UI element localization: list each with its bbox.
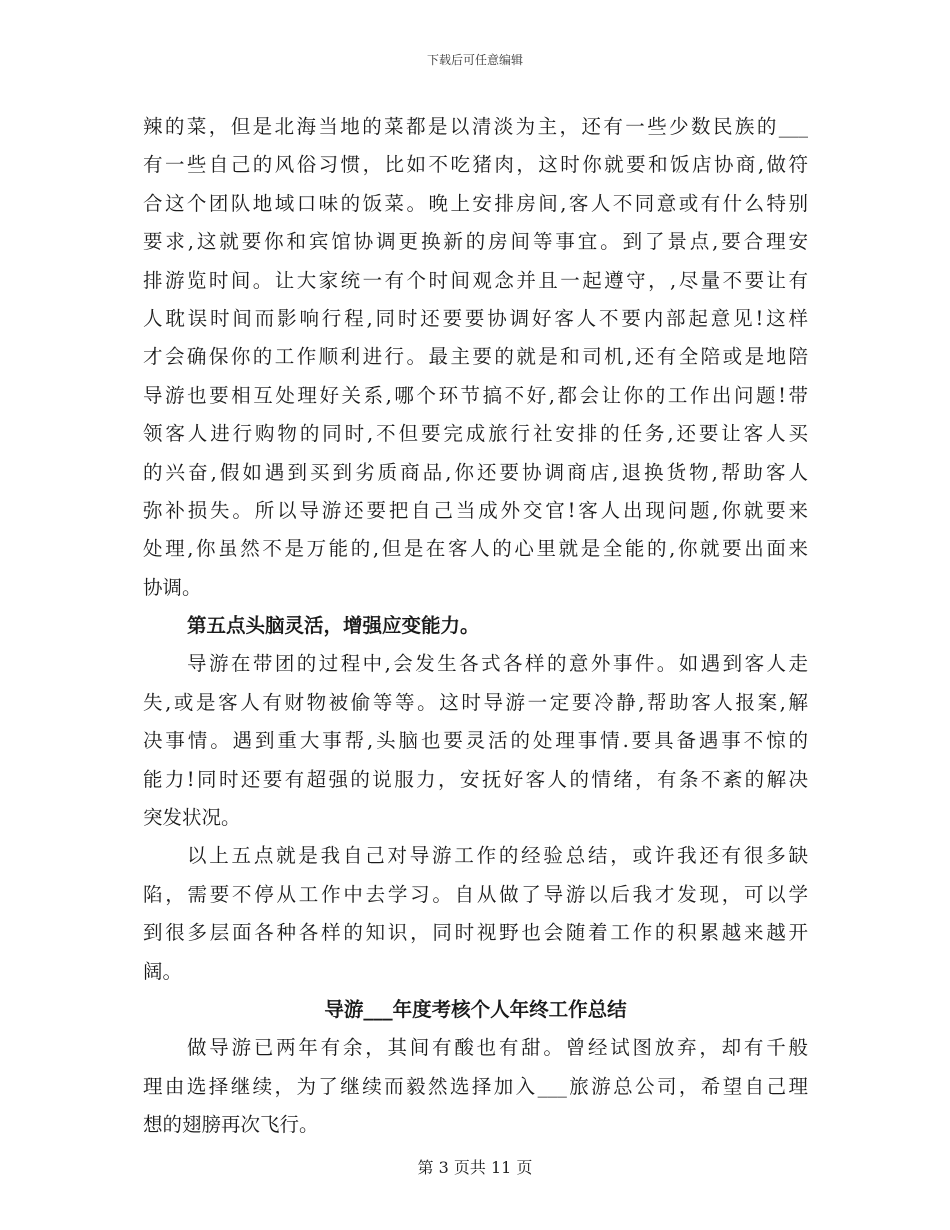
text-line: 排游览时间。让大家统一有个时间观念并且一起遵守，,尽量不要让有 [143, 268, 808, 292]
document-title: 导游___年度考核个人年终工作总结 [324, 997, 627, 1021]
text-line: 弥补损失。所以导游还要把自己当成外交官!客人出现问题,你就要来 [143, 498, 808, 522]
text-line: 理由选择继续，为了继续而毅然选择加入___旅游总公司，希望自己理 [143, 1074, 808, 1098]
paragraph [143, 645, 808, 837]
text-line: 的兴奋,假如遇到买到劣质商品,你还要协调商店,退换货物,帮助客人 [143, 460, 808, 484]
paragraph [143, 108, 808, 607]
text-line: 到很多层面各种各样的知识，同时视野也会随着工作的积累越来越开 [143, 921, 808, 945]
text-line: 阔。 [143, 959, 183, 983]
text-line: 突发状况。 [143, 806, 241, 830]
text-line: 处理,你虽然不是万能的,但是在客人的心里就是全能的,你就要出面来 [143, 537, 808, 561]
section-heading: 第五点头脑灵活，增强应变能力。 [187, 614, 480, 638]
text-line: 失,或是客人有财物被偷等等。这时导游一定要冷静,帮助客人报案,解 [143, 690, 808, 714]
document-body [143, 108, 808, 1145]
page-header: 下载后可任意编辑 [426, 53, 523, 67]
text-line: 才会确保你的工作顺利进行。最主要的就是和司机,还有全陪或是地陪 [143, 345, 808, 369]
paragraph [143, 837, 808, 991]
text-line: 导游在带团的过程中,会发生各式各样的意外事件。如遇到客人走 [187, 652, 808, 676]
text-line: 有一些自己的风俗习惯，比如不吃猪肉，这时你就要和饭店协商,做符 [143, 153, 808, 177]
text-line: 做导游已两年有余，其间有酸也有甜。曾经试图放弃，却有千般 [187, 1036, 808, 1060]
text-line: 导游也要相互处理好关系,哪个环节搞不好,都会让你的工作出问题!带 [143, 383, 808, 407]
text-line: 协调。 [143, 575, 202, 599]
text-line: 人耽误时间而影响行程,同时还要要协调好客人不要内部起意见!这样 [143, 306, 808, 330]
paragraph [143, 1029, 808, 1144]
text-line: 领客人进行购物的同时,不但要完成旅行社安排的任务,还要让客人买 [143, 422, 808, 446]
text-line: 陷，需要不停从工作中去学习。自从做了导游以后我才发现，可以学 [143, 882, 808, 906]
text-line: 要求,这就要你和宾馆协调更换新的房间等事宜。到了景点,要合理安 [143, 230, 808, 254]
text-line: 能力!同时还要有超强的说服力，安抚好客人的情绪，有条不紊的解决 [143, 767, 808, 791]
text-line: 想的翅膀再次飞行。 [143, 1113, 319, 1137]
text-line: 决事情。遇到重大事帮,头脑也要灵活的处理事情.要具备遇事不惊的 [143, 729, 808, 753]
text-line: 合这个团队地域口味的饭菜。晚上安排房间,客人不同意或有什么特别 [143, 191, 808, 215]
text-line: 辣的菜，但是北海当地的菜都是以清淡为主，还有一些少数民族的___ [143, 115, 808, 138]
text-line: 以上五点就是我自己对导游工作的经验总结，或许我还有很多缺 [187, 844, 808, 868]
page-footer: 第 3 页共 11 页 [417, 1158, 533, 1177]
